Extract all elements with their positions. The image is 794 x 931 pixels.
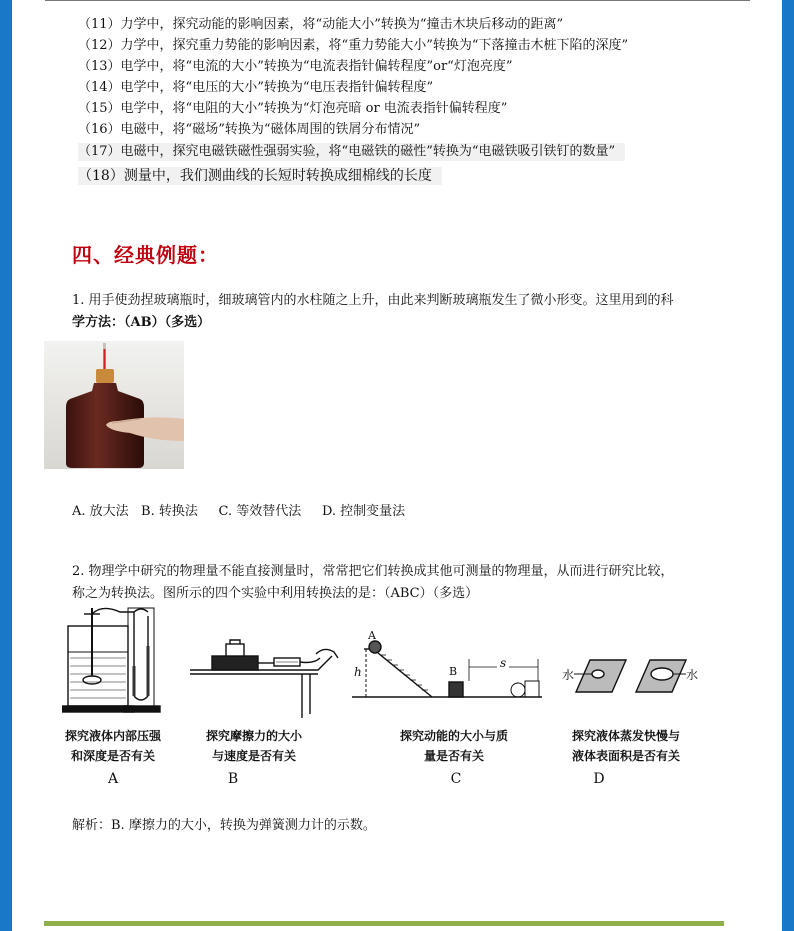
experiment-a-figure bbox=[62, 606, 172, 722]
bottle-squeeze-photo bbox=[44, 341, 184, 469]
label-c-h: h bbox=[354, 665, 362, 679]
experiment-c-caption bbox=[376, 726, 532, 766]
section-title: 四、经典例题： bbox=[72, 243, 219, 267]
top-rule bbox=[45, 0, 750, 1]
caption-line: 探究液体蒸发快慢与 bbox=[571, 729, 680, 743]
label-d-water-2: 水 bbox=[686, 668, 699, 682]
label-c-b: B bbox=[449, 665, 458, 678]
question-1-line2: 学方法：（AB）（多选） bbox=[72, 315, 211, 330]
list-item: （14）电学中，将“电压的大小”转换为“电压表指针偏转程度” bbox=[78, 80, 434, 95]
question-1-text bbox=[72, 290, 732, 334]
caption-line: 液体表面积是否有关 bbox=[571, 749, 680, 763]
question-2-text bbox=[72, 561, 732, 605]
caption-line: 探究摩擦力的大小 bbox=[205, 729, 302, 743]
question-2-line2: 称之为转换法。图所示的四个实验中利用转换法的是：（ABC）（多选） bbox=[72, 586, 479, 601]
list-item: （13）电学中，将“电流的大小”转换为“电流表指针偏转程度”or“灯泡亮度” bbox=[78, 59, 513, 74]
list-item: （16）电磁中，将“磁场”转换为“磁体周围的铁屑分布情况” bbox=[78, 122, 421, 137]
list-item: （17）电磁中，探究电磁铁磁性强弱实验，将“电磁铁的磁性”转换为“电磁铁吸引铁钉的数量” bbox=[78, 143, 625, 161]
experiment-d-figure bbox=[560, 654, 700, 698]
experiment-b-letter: B bbox=[227, 771, 239, 787]
label-c-s: s bbox=[497, 656, 509, 670]
right-page-border bbox=[782, 0, 794, 931]
list-item: （15）电学中，将“电阻的大小”转换为“灯泡亮暗 or 电流表指针偏转程度” bbox=[78, 101, 508, 116]
experiment-c-figure bbox=[352, 629, 542, 713]
caption-line: 与速度是否有关 bbox=[211, 749, 296, 763]
list-item: （18）测量中，我们测曲线的长短时转换成细棉线的长度 bbox=[78, 167, 442, 185]
question-1-line1: 1. 用手使劲捏玻璃瓶时，细玻璃管内的水柱随之上升，由此来判断玻璃瓶发生了微小形变。这里用到的科 bbox=[72, 293, 674, 308]
question-1-options: A. 放大法 B. 转换法 C. 等效替代法 D. 控制变量法 bbox=[72, 504, 406, 519]
list-item: （12）力学中，探究重力势能的影响因素，将“重力势能大小”转换为“下落撞击木桩下陷的深度” bbox=[78, 38, 629, 53]
experiment-d-caption bbox=[546, 726, 706, 766]
caption-line: 探究动能的大小与质 bbox=[399, 729, 508, 743]
caption-line: 探究液体内部压强 bbox=[64, 729, 161, 743]
label-c-a: A bbox=[368, 629, 376, 642]
caption-line: 和深度是否有关 bbox=[70, 749, 155, 763]
caption-line: 量是否有关 bbox=[423, 749, 484, 763]
experiment-c-letter: C bbox=[450, 771, 462, 787]
experiment-b-caption bbox=[186, 726, 322, 766]
experiment-d-letter: D bbox=[593, 771, 605, 787]
experiment-a-caption bbox=[45, 726, 181, 766]
label-d-water-1: 水 bbox=[562, 668, 575, 682]
bottom-rule bbox=[44, 921, 724, 926]
question-2-line1: 2. 物理学中研究的物理量不能直接测量时，常常把它们转换成其他可测量的物理量，从而进行研究比较， bbox=[72, 564, 674, 579]
question-2-analysis: 解析：B. 摩擦力的大小，转换为弹簧测力计的示数。 bbox=[72, 818, 376, 833]
experiment-b-figure bbox=[190, 636, 350, 722]
experiment-a-letter: A bbox=[107, 771, 119, 787]
left-page-border bbox=[0, 0, 12, 931]
list-item: （11）力学中，探究动能的影响因素，将“动能大小”转换为“撞击木块后移动的距离” bbox=[78, 17, 564, 32]
